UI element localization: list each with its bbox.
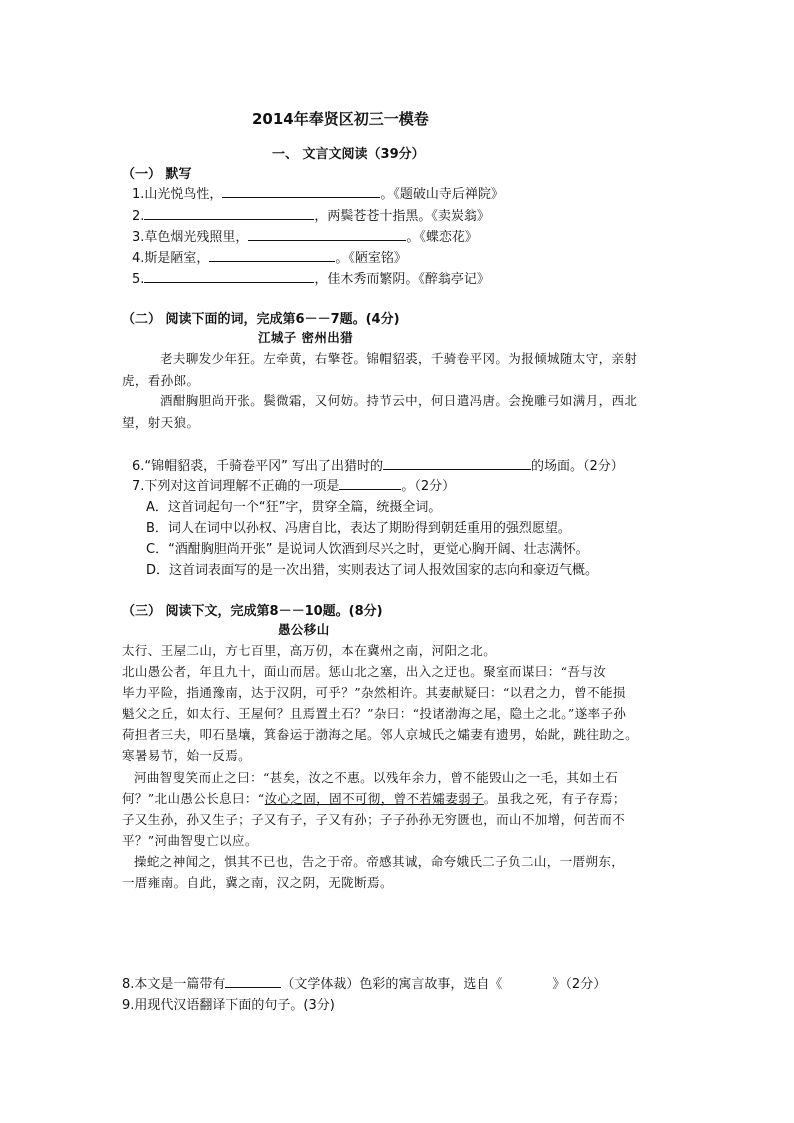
question-8: 8.本文是一篇带有 （文学体裁）色彩的寓言故事，选自《 》（2分）	[122, 973, 606, 992]
text-line: 毕力平险，指通豫南，达于汉阴，可乎？”杂然相许。其妻献疑曰：“以君之力，曾不能损	[122, 685, 626, 700]
text-line: 魁父之丘，如太行、王屋何？且焉置土石？”杂曰：“投诸渤海之尾，隐土之北。”遂率子孙	[122, 706, 627, 721]
dictation-item-2: 2. ，两鬓苍苍十指黑。《卖炭翁》	[132, 205, 490, 224]
answer-blank[interactable]	[248, 227, 406, 241]
answer-blank[interactable]	[144, 269, 314, 283]
dictation-item-4: 4.斯是陋室， 。《陋室铭》	[132, 247, 407, 266]
question-6: 6.“锦帽貂裘，千骑卷平冈” 写出了出猎时的 的场面。（2分）	[132, 455, 624, 474]
option-b: B．词人在词中以孙权、冯唐自比，表达了期盼得到朝廷重用的强烈愿望。	[146, 521, 571, 536]
part3-heading: （三） 阅读下文，完成第8－－10题。(8分)	[122, 604, 383, 619]
option-c: C．“酒酣胸胆尚开张” 是说词人饮酒到尽兴之时，更觉心胸开阔、壮志满怀。	[146, 542, 589, 557]
poem-line: 酒酣胸胆尚开张。鬓微霜，又何妨。持节云中，何日遣冯唐。会挽雕弓如满月，西北	[160, 393, 638, 408]
text-line: 子又生孙，孙又生子；子又有子，子又有孙；子子孙孙无穷匮也，而山不加增，何苦而不	[122, 812, 626, 827]
answer-blank[interactable]	[222, 184, 380, 198]
part1-heading: （一） 默写	[122, 167, 192, 182]
poem-line: 虎，看孙郎。	[122, 373, 200, 388]
text-line: 太行、王屋二山，方七百里，高万仞，本在冀州之南，河阳之北。	[122, 643, 497, 658]
answer-blank[interactable]	[339, 476, 401, 490]
text-line: 平？”河曲智叟亡以应。	[122, 833, 258, 848]
section-heading: 一、 文言文阅读（39分）	[272, 147, 425, 162]
text-line: 北山愚公者，年且九十，面山而居。惩山北之塞，出入之迂也。聚室而谋曰：“吾与汝	[122, 664, 607, 679]
poem-line: 望，射天狼。	[122, 415, 200, 430]
answer-blank[interactable]	[144, 206, 314, 220]
text-line: 一厝雍南。自此，冀之南，汉之阴，无陇断焉。	[122, 875, 393, 890]
exam-title: 2014年奉贤区初三一模卷	[252, 110, 429, 128]
option-a: A．这首词起句一个“狂”字，贯穿全篇，统摄全词。	[146, 500, 442, 515]
option-d: D．这首词表面写的是一次出猎，实则表达了词人报效国家的志向和豪迈气概。	[146, 563, 599, 578]
answer-blank[interactable]	[209, 248, 335, 262]
answer-blank[interactable]	[383, 456, 531, 470]
text-title: 愚公移山	[278, 622, 330, 637]
question-9: 9.用现代汉语翻译下面的句子。(3分)	[122, 998, 335, 1013]
answer-blank[interactable]	[225, 974, 281, 988]
dictation-item-5: 5. ，佳木秀而繁阴。《醉翁亭记》	[132, 268, 490, 287]
question-7: 7.下列对这首词理解不正确的一项是 。（2分）	[132, 475, 455, 494]
text-line: 寒暑易节，始一反焉。	[122, 748, 252, 763]
text-line: 何？”北山愚公长息曰：“汝心之固，固不可彻，曾不若孀妻弱子。虽我之死，有子存焉；	[122, 791, 626, 806]
text-line: 操蛇之神闻之，惧其不已也，告之于帝。帝感其诚，命夸娥氏二子负二山，一厝朔东，	[134, 854, 625, 869]
dictation-item-1: 1.山光悦鸟性， 。《题破山寺后禅院》	[132, 183, 504, 202]
underlined-sentence: 汝心之固，固不可彻，曾不若孀妻弱子	[264, 791, 484, 806]
dictation-item-3: 3.草色烟光残照里， 。《蝶恋花》	[132, 226, 478, 245]
text-line: 荷担者三夫，叩石垦壤，箕畚运于渤海之尾。邻人京城氏之孀妻有遗男，始龀，跳往助之。	[122, 727, 639, 742]
poem-line: 老夫聊发少年狂。左牵黄，右擎苍。锦帽貂裘，千骑卷平冈。为报倾城随太守，亲射	[160, 351, 638, 366]
text-line: 河曲智叟笑而止之曰：“甚矣，汝之不惠。以残年余力，曾不能毁山之一毛，其如土石	[134, 770, 619, 785]
part2-heading: （二） 阅读下面的词，完成第6－－7题。(4分)	[122, 312, 400, 327]
poem-title: 江城子 密州出猎	[258, 330, 354, 345]
